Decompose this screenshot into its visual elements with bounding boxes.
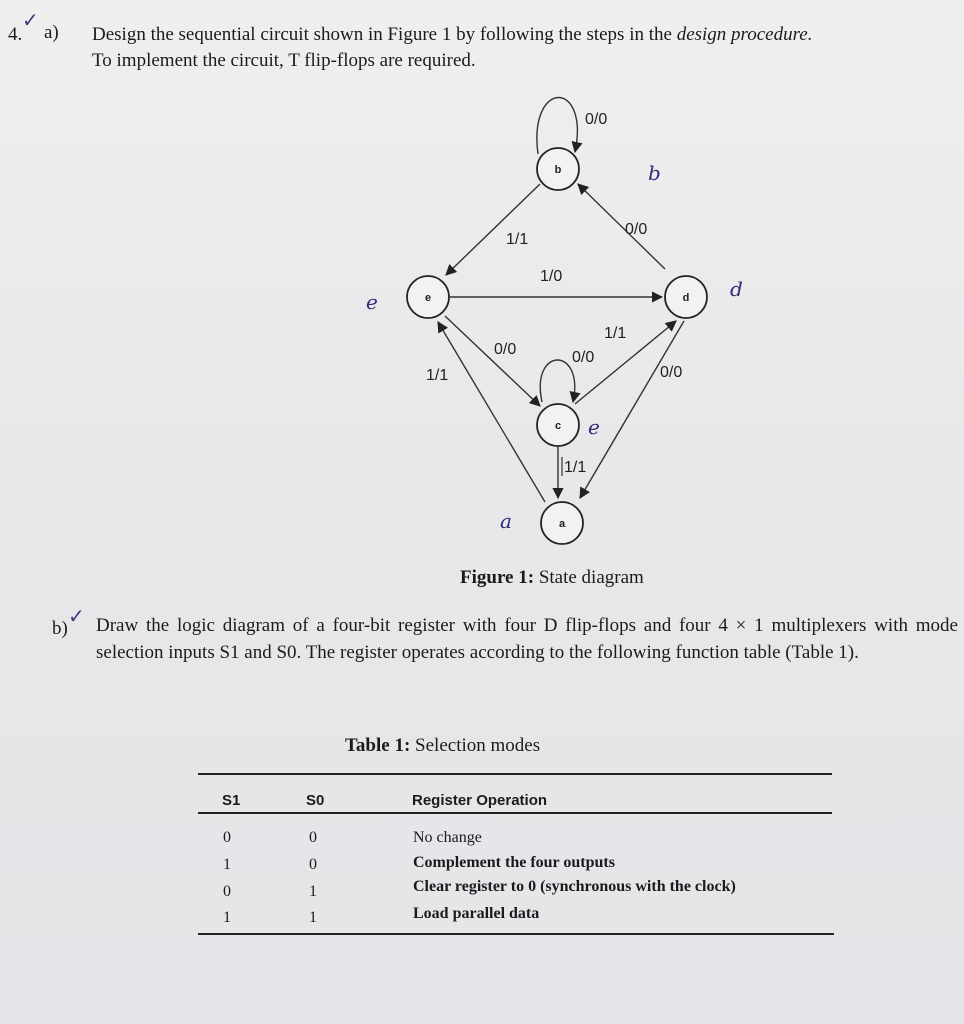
part-a-label: a) <box>44 22 59 43</box>
figure-caption-bold: Figure 1: <box>460 567 535 588</box>
header-s1: S1 <box>222 792 241 809</box>
label-c-self: 0/0 <box>572 349 595 366</box>
figure-caption-rest: State diagram <box>534 567 644 588</box>
row2-operation: Complement the four outputs <box>413 854 615 871</box>
label-d-to-a: 0/0 <box>660 364 683 381</box>
part-a-emphasis: design procedure. <box>676 24 813 45</box>
part-a-line2: To implement the circuit, T flip-flops are required. <box>92 50 476 71</box>
edge-c-self <box>540 360 574 402</box>
table-top-rule <box>198 773 832 775</box>
label-c-to-d: 1/1 <box>604 325 627 342</box>
part-b-label: b) <box>52 618 68 639</box>
figure-caption <box>460 567 644 589</box>
edge-a-to-e <box>438 322 545 502</box>
part-b-text: Draw the logic diagram of a four-bit register with four D flip-flops and four 4 × 1 multiplexers with mode selection inputs S1 and S0. The register operates according to the following function table (Table 1). <box>96 615 958 663</box>
label-b-to-e: 1/1 <box>506 231 529 248</box>
table-caption-bold: Table 1: <box>345 735 411 756</box>
handwritten-b: b <box>648 161 661 185</box>
table-caption <box>345 735 540 757</box>
part-a-text <box>92 22 952 74</box>
header-s0: S0 <box>306 792 325 809</box>
table-header-rule <box>198 812 832 814</box>
label-a-to-e: 1/1 <box>426 367 449 384</box>
row4-operation: Load parallel data <box>413 905 540 922</box>
handwritten-e-c: e <box>588 415 600 439</box>
row2-s1: 1 <box>223 856 231 873</box>
header-register-operation: Register Operation <box>412 792 548 809</box>
state-b-label: b <box>554 164 562 176</box>
row1-operation: No change <box>413 829 482 846</box>
label-b-self: 0/0 <box>585 111 608 128</box>
row1-s0: 0 <box>309 829 317 846</box>
label-e-to-c: 0/0 <box>494 341 517 358</box>
handwritten-e: e <box>366 290 378 314</box>
handwritten-a: a <box>500 509 512 533</box>
edge-d-to-a <box>580 321 684 498</box>
row4-s1: 1 <box>223 909 231 926</box>
state-c-label: c <box>554 420 562 432</box>
label-c-to-a: 1/1 <box>564 459 587 476</box>
question-number: 4. <box>8 24 23 45</box>
state-a-label: a <box>558 518 566 530</box>
row3-s1: 0 <box>223 883 231 900</box>
row3-operation: Clear register to 0 (synchronous with the clock) <box>413 878 736 895</box>
state-diagram <box>366 84 760 559</box>
edge-b-self <box>537 97 577 154</box>
table-caption-rest: Selection modes <box>410 735 541 756</box>
edge-b-to-e <box>446 184 540 275</box>
state-e-label: e <box>424 292 432 304</box>
table-bottom-rule <box>198 933 834 935</box>
label-e-to-d: 1/0 <box>540 268 563 285</box>
edge-d-to-b <box>578 184 665 269</box>
check-mark-icon: ✓ <box>22 10 39 32</box>
row1-s1: 0 <box>223 829 231 846</box>
part-a-line1: Design the sequential circuit shown in Figure 1 by following the steps in the <box>92 24 677 45</box>
label-d-to-b: 0/0 <box>625 221 648 238</box>
edge-e-to-c <box>445 316 540 406</box>
handwritten-d: d <box>730 277 743 301</box>
check-mark-icon: ✓ <box>68 606 85 628</box>
state-d-label: d <box>682 292 690 304</box>
row3-s0: 1 <box>309 883 317 900</box>
row4-s0: 1 <box>309 909 317 926</box>
row2-s0: 0 <box>309 856 317 873</box>
